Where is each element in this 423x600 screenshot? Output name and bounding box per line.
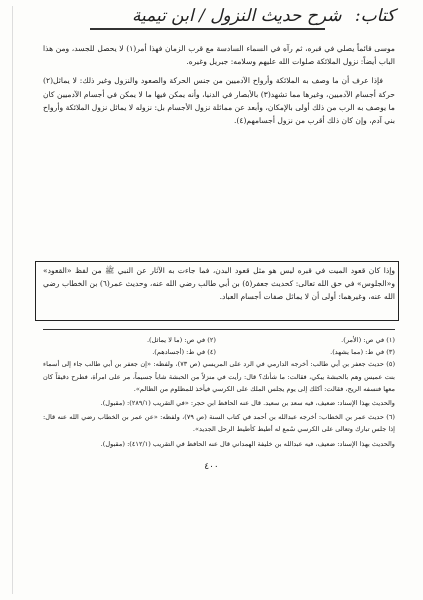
footnote-6: (٦) حديث عمر بن الخطاب: أخرجه عبدالله بن أحمد في كتاب السنة (ص ٧٩)، ولفظه: «عن عمر بن الخطاب رضي الله عنه قال: إذا جلس تبارك وتعالى على الكرسي سُمع له أطيط كأطيط الرحل الجديد». — [43, 413, 395, 434]
footnote-1: (١) في ص: (الأمر). — [341, 336, 395, 344]
main-text — [43, 42, 395, 133]
footnote-3: (٣) في ط: (مما يشهد). — [330, 348, 395, 357]
footnote-6-grading: والحديث بهذا الإسناد: ضعيف، فيه عبدالله بن خليفة الهمداني قال عنه الحافظ في التقريب (٤١٢/١): (مقبول). — [100, 439, 395, 448]
footnote-5: (٥) حديث جعفر بن أبي طالب: أخرجه الدارمي في الرد على المريسي (ص ٧٣)، ولفظه: «إن جعفر بن أبي طالب جاء إلى أسماء بنت عميس وهم بالحبشة يبكي، فقالت: ما شأنك؟ قال: رأيت في منزلاً من الحبشة شاباً جسيماً، مر على امرأة، فطرح دقيقاً كان معها فنسفه الريح، فقالت: أكلك إلى يوم يجلس الملك على الكرسي فيأخذ للمظلوم من الظالم». — [43, 360, 396, 393]
handwritten-underline — [90, 28, 325, 30]
footnotes — [43, 334, 395, 452]
footnote-row — [43, 334, 395, 346]
footnote-separator — [43, 329, 395, 330]
scan-edge-shadow — [12, 6, 13, 594]
page-number: ٤٠٠ — [204, 462, 219, 472]
footnote-5-grading: والحديث بهذا الإسناد: ضعيف، فيه سعد بن سعيد. قال عنه الحافظ ابن حجر: «في التقريب (٢٨٩/١): (مقبول). — [100, 399, 395, 408]
handwritten-book-name: شرح حديث النزول / ابن تيمية — [131, 6, 342, 26]
body-paragraph-2: فإذا عرف أن ما وصف به الملائكة وأرواح الآدميين من جنس الحركة والصعود والنزول وغير ذلك: لا يماثل(٢) حركة أجسام الآدميين، وغيرها مما تشهد(٣) بالأبصار في الدنيا، وأنه يمكن فيها ما لا يمكن في أجسام الآدميين كان ما يوصف به الرب من ذلك أولى بالإمكان، وأبعد عن مماثلة نزول الأجسام بل: نزوله لا يماثل نزول الملائكة وأرواح بني آدم، وإن كان ذلك أقرب من نزول أجسامهم(٤). — [43, 76, 395, 126]
footnote-row — [43, 346, 395, 358]
handwritten-book-label: كتاب: — [354, 6, 395, 26]
footnote-2: (٢) في ص: (ما لا يماثل). — [146, 336, 216, 344]
boxed-paragraph: وإذا كان قعود الميت في قبره ليس هو مثل قعود البدن، فما جاءت به الآثار عن النبي ﷺ من لفظ «القعود» و«الجلوس» في حق الله تعالى: كحديث جعفر(٥) بن أبي طالب رضي الله عنه، وحديث عمر(٦) بن الخطاب رضي الله عنه، وغيرهما: أولى أن لا يماثل صفات أجسام العباد. — [43, 266, 396, 302]
handwritten-book-title — [65, 6, 395, 32]
body-paragraph-1: موسى قائماً يصلي في قبره، ثم رآه في السماء السادسة مع قرب الزمان فهذا أمر(١) لا يحصل للجسد، ومن هذا الباب أيضاً: نزول الملائكة صلوات الله عليهم وسلامه: جبريل وغيره. — [43, 44, 395, 67]
footnote-4: (٤) في ط: (أجسادهم). — [152, 348, 216, 357]
